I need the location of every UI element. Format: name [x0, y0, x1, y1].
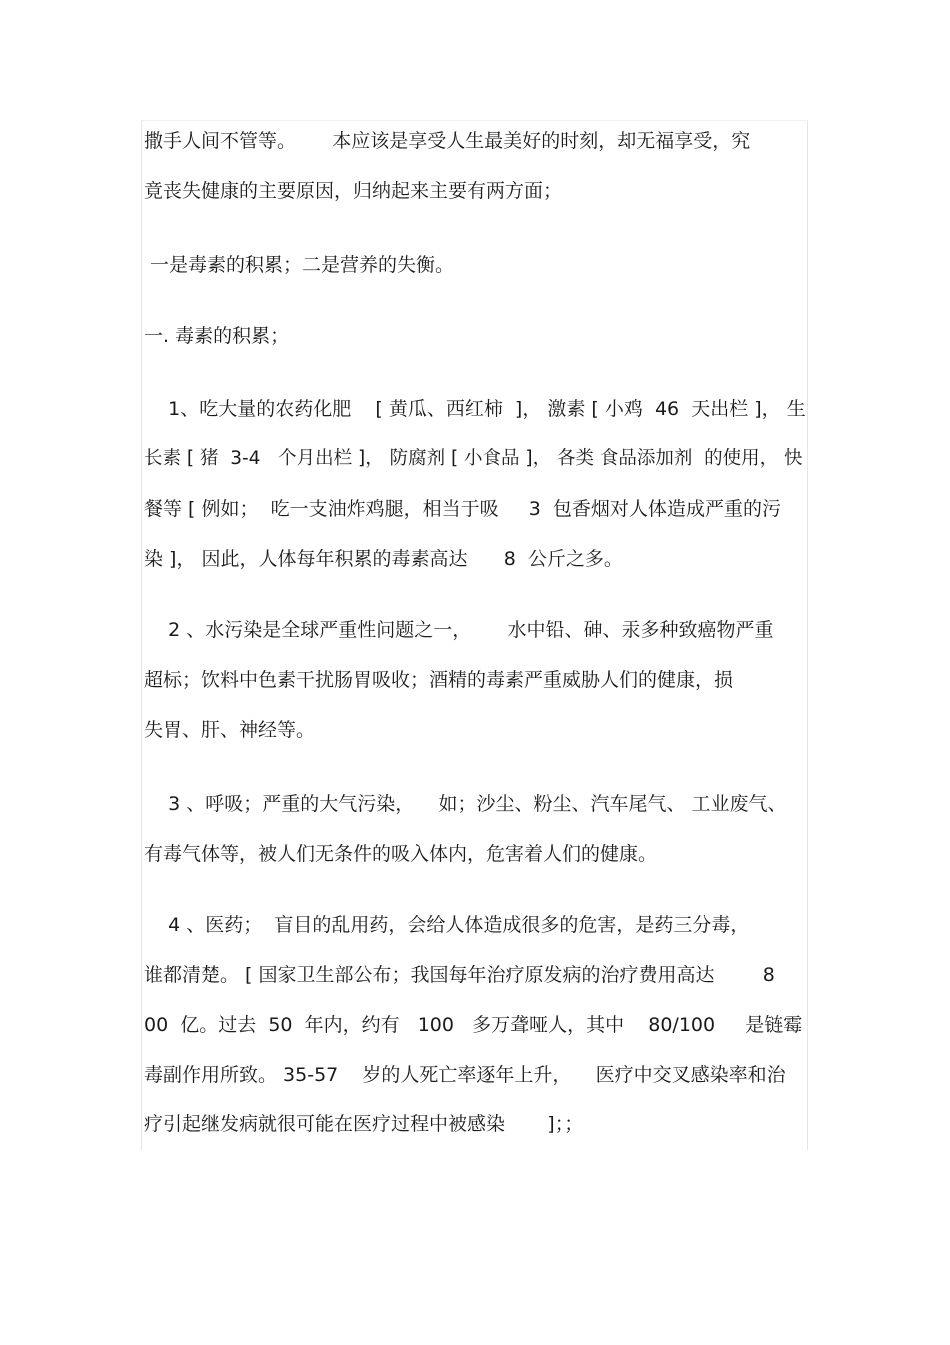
- text-line: 失胃、肝、神经等。: [144, 719, 316, 741]
- text-line: 有毒气体等，被人们无条件的吸入体内，危害着人们的健康。: [144, 843, 658, 865]
- text-line: 毒副作用所致。 35-57 岁的人死亡率逐年上升， 医疗中交叉感染率和治: [144, 1064, 786, 1086]
- text-line: 染 ]， 因此，人体每年积累的毒素高达 8 公斤之多。: [144, 548, 623, 570]
- text-line: 2 、水污染是全球严重性问题之一， 水中铅、砷、汞多种致癌物严重: [144, 619, 774, 641]
- text-line: 4 、医药； 盲目的乱用药，会给人体造成很多的危害，是药三分毒，: [144, 914, 750, 936]
- text-line: 3 、呼吸；严重的大气污染， 如；沙尘、粉尘、汽车尾气、 工业废气、: [144, 793, 787, 815]
- text-line: 超标；饮料中色素干扰肠胃吸收；酒精的毒素严重威胁人们的健康，损: [144, 669, 734, 691]
- text-line: 竟丧失健康的主要原因，归纳起来主要有两方面；: [144, 180, 563, 202]
- text-line: 长素 [ 猪 3-4 个月出栏 ]， 防腐剂 [ 小食品 ]， 各类 食品添加剂 的使用， 快: [144, 448, 803, 469]
- text-line: 撒手人间不管等。 本应该是享受人生最美好的时刻，却无福享受，究: [144, 130, 751, 152]
- text-line: 一是毒素的积累；二是营养的失衡。: [144, 254, 455, 276]
- section-heading: 一. 毒素的积累；: [144, 325, 290, 347]
- text-line: 疗引起继发病就很可能在医疗过程中被感染 ]；；: [144, 1113, 584, 1135]
- text-line: 00 亿。过去 50 年内，约有 100 多万聋哑人，其中 80/100 是链霉: [144, 1014, 803, 1036]
- text-line: 1、吃大量的农药化肥 [ 黄瓜、西红柿 ]， 激素 [ 小鸡 46 天出栏 ]， 生: [144, 398, 806, 420]
- text-line: 谁都清楚。 [ 国家卫生部公布；我国每年治疗原发病的治疗费用高达 8: [144, 964, 775, 986]
- text-line: 餐等 [ 例如； 吃一支油炸鸡腿，相当于吸 3 包香烟对人体造成严重的污: [144, 498, 781, 520]
